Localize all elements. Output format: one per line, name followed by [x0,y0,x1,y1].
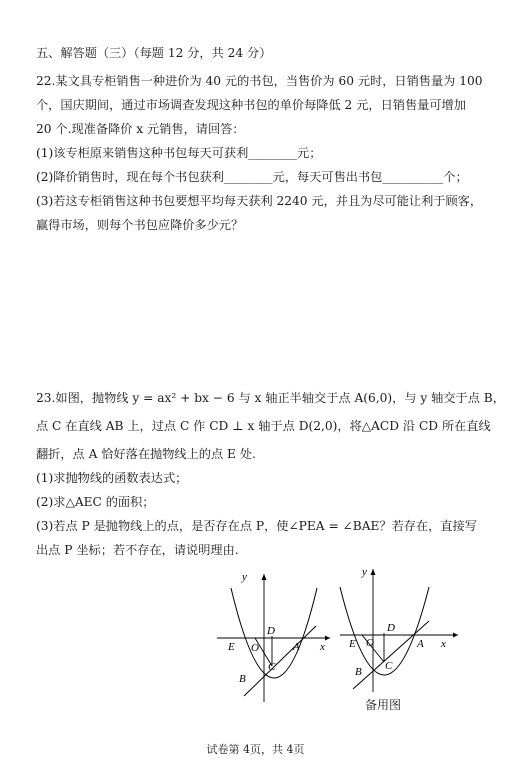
section-heading: 五、解答题（三）（每题 12 分，共 24 分） [36,46,272,60]
point-label-C: C [268,661,276,673]
parabola-figure-backup [337,565,462,695]
point-label-B-2: B [355,666,362,678]
q23-part-3-cont: 出点 P 坐标；若不存在，请说明理由. [36,543,239,557]
q22-part-1: (1)该专柜原来销售这种书包每天可获利________元； [36,146,322,160]
q23-part-3: (3)若点 P 是抛物线上的点，是否存在点 P，使∠PEA = ∠BAE？若存在，直接写 [36,519,477,533]
y-axis-label-2: y [362,566,367,578]
point-label-E: E [228,641,235,653]
point-label-A: A [293,641,300,653]
q23-line-1: 23.如图，抛物线 y = ax² + bx − 6 与 x 轴正半轴交于点 A(6,0)，与 y 轴交于点 B， [36,391,505,405]
point-label-C-2: C [385,660,393,672]
point-label-E-2: E [349,638,356,650]
point-label-O: O [251,642,259,654]
q22-line-3: 20 个.现准备降价 x 元销售，请回答： [36,122,245,136]
q22-part-3-cont: 赢得市场，则每个书包应降价多少元？ [36,218,244,232]
q22-part-3: (3)若这专柜销售这种书包要想平均每天获利 2240 元，并且为尽可能让利于顾客， [36,194,483,208]
backup-figure-caption: 备用图 [365,698,402,712]
q22-line-2: 个，国庆期间，通过市场调查发现这种书包的单价每降低 2 元，日销售量可增加 [36,98,466,112]
point-label-B: B [239,673,246,685]
q23-part-2: (2)求△AEC 的面积； [36,495,155,509]
point-label-D: D [267,625,275,637]
q22-part-2: (2)降价销售时，现在每个书包获利________元，每天可售出书包__________个； [36,170,468,184]
q23-line-3: 翻折，点 A 恰好落在抛物线上的点 E 处. [36,447,256,461]
x-axis-label: x [320,641,325,653]
parabola-figure-main [214,570,334,705]
point-label-D-2: D [387,622,395,634]
x-axis-label-2: x [441,638,446,650]
q23-line-2: 点 C 在直线 AB 上，过点 C 作 CD ⊥ x 轴于点 D(2,0)，将△ACD 沿 CD 所在直线 [36,419,491,433]
point-label-O-2: O [366,637,374,649]
page-footer: 试卷第 4页，共 4页 [206,743,305,756]
q22-line-1: 22.某文具专柜销售一种进价为 40 元的书包，当售价为 60 元时，日销售量为 100 [36,74,483,88]
point-label-A-2: A [417,638,424,650]
q23-part-1: (1)求抛物线的函数表达式； [36,471,188,485]
y-axis-label: y [242,571,247,583]
